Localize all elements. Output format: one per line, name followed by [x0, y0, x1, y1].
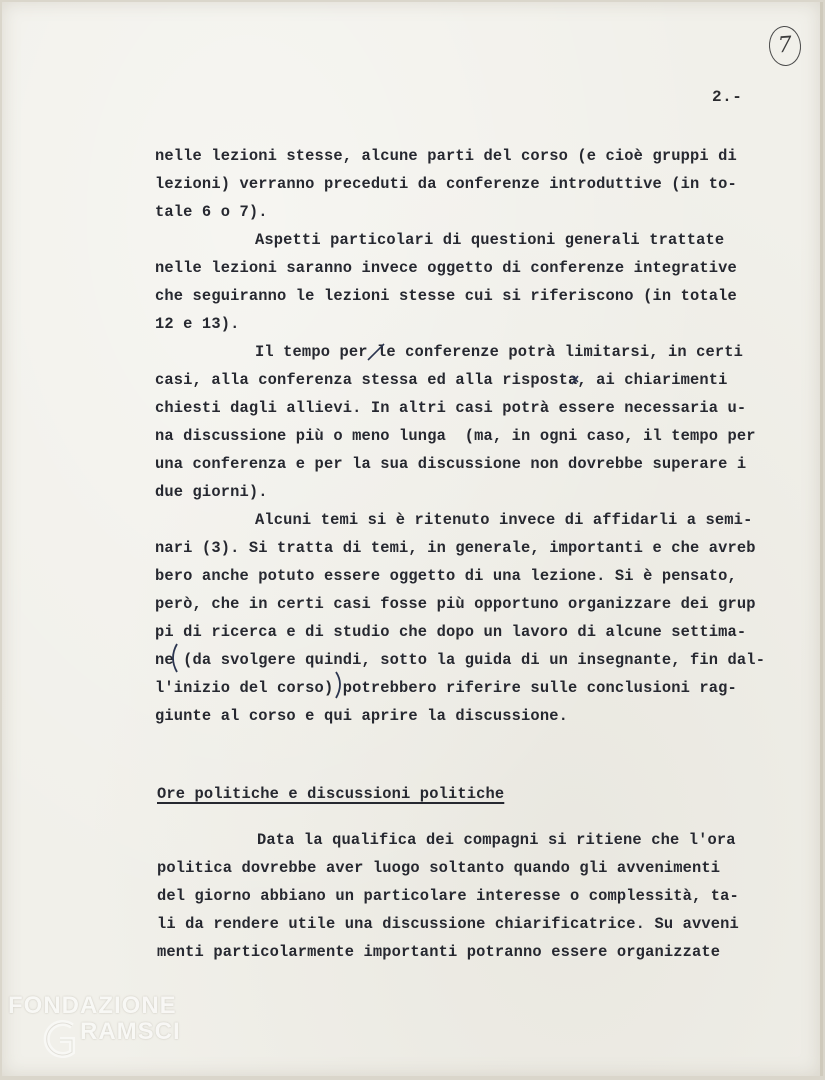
text-line: Alcuni temi si è ritenuto invece di affidarli a semi- — [255, 511, 753, 529]
text-line: Aspetti particolari di questioni generali trattate — [255, 231, 725, 249]
archive-number-circle: 7 — [768, 25, 803, 67]
text-line: lezioni) verranno preceduti da conferenze introduttive (in to- — [155, 175, 737, 193]
text-line: una conferenza e per la sua discussione non dovrebbe superare i — [155, 455, 747, 473]
fondazione-gramsci-watermark — [8, 992, 208, 1072]
text-line: nelle lezioni saranno invece oggetto di conferenze integrative — [155, 259, 737, 277]
section-heading: Ore politiche e discussioni politiche — [157, 785, 505, 803]
gramsci-logo-icon — [38, 1016, 78, 1062]
text-line: due giorni). — [155, 483, 268, 501]
text-line: 12 e 13). — [155, 315, 240, 333]
watermark-line1: FONDAZIONE — [8, 992, 177, 1019]
watermark-line2: RAMSCI — [80, 1018, 181, 1045]
text-line: però, che in certi casi fosse più opportuno organizzare dei grup — [155, 595, 756, 613]
text-line: che seguiranno le lezioni stesse cui si riferiscono (in totale — [155, 287, 737, 305]
text-line: ne (da svolgere quindi, sotto la guida di un insegnante, fin dal- — [155, 651, 766, 669]
text-line: nari (3). Si tratta di temi, in generale, importanti e che avreb — [155, 539, 756, 557]
text-line: li da rendere utile una discussione chiarificatrice. Su avveni — [157, 915, 739, 933]
text-line: pi di ricerca e di studio che dopo un lavoro di alcune settima- — [155, 623, 747, 641]
text-line: nelle lezioni stesse, alcune parti del corso (e cioè gruppi di — [155, 147, 737, 165]
text-line: chiesti dagli allievi. In altri casi potrà essere necessaria u- — [155, 399, 747, 417]
page-number: 2.- — [712, 88, 743, 106]
document-page — [2, 2, 823, 1076]
text-line: Il tempo per le conferenze potrà limitarsi, in certi — [255, 343, 744, 361]
text-line: na discussione più o meno lunga (ma, in ogni caso, il tempo per — [155, 427, 756, 445]
text-line: politica dovrebbe aver luogo soltanto quando gli avvenimenti — [157, 859, 721, 877]
text-line: Data la qualifica dei compagni si ritiene che l'ora — [257, 831, 736, 849]
text-line: l'inizio del corso) potrebbero riferire sulle conclusioni rag- — [155, 679, 737, 697]
text-line: del giorno abbiano un particolare interesse o complessità, ta- — [157, 887, 739, 905]
text-line: menti particolarmente importanti potranno essere organizzate — [157, 943, 721, 961]
text-line: giunte al corso e qui aprire la discussione. — [155, 707, 568, 725]
text-line: casi, alla conferenza stessa ed alla risposta, ai chiarimenti — [155, 371, 728, 389]
text-line: tale 6 o 7). — [155, 203, 268, 221]
text-line: bero anche potuto essere oggetto di una lezione. Si è pensato, — [155, 567, 737, 585]
